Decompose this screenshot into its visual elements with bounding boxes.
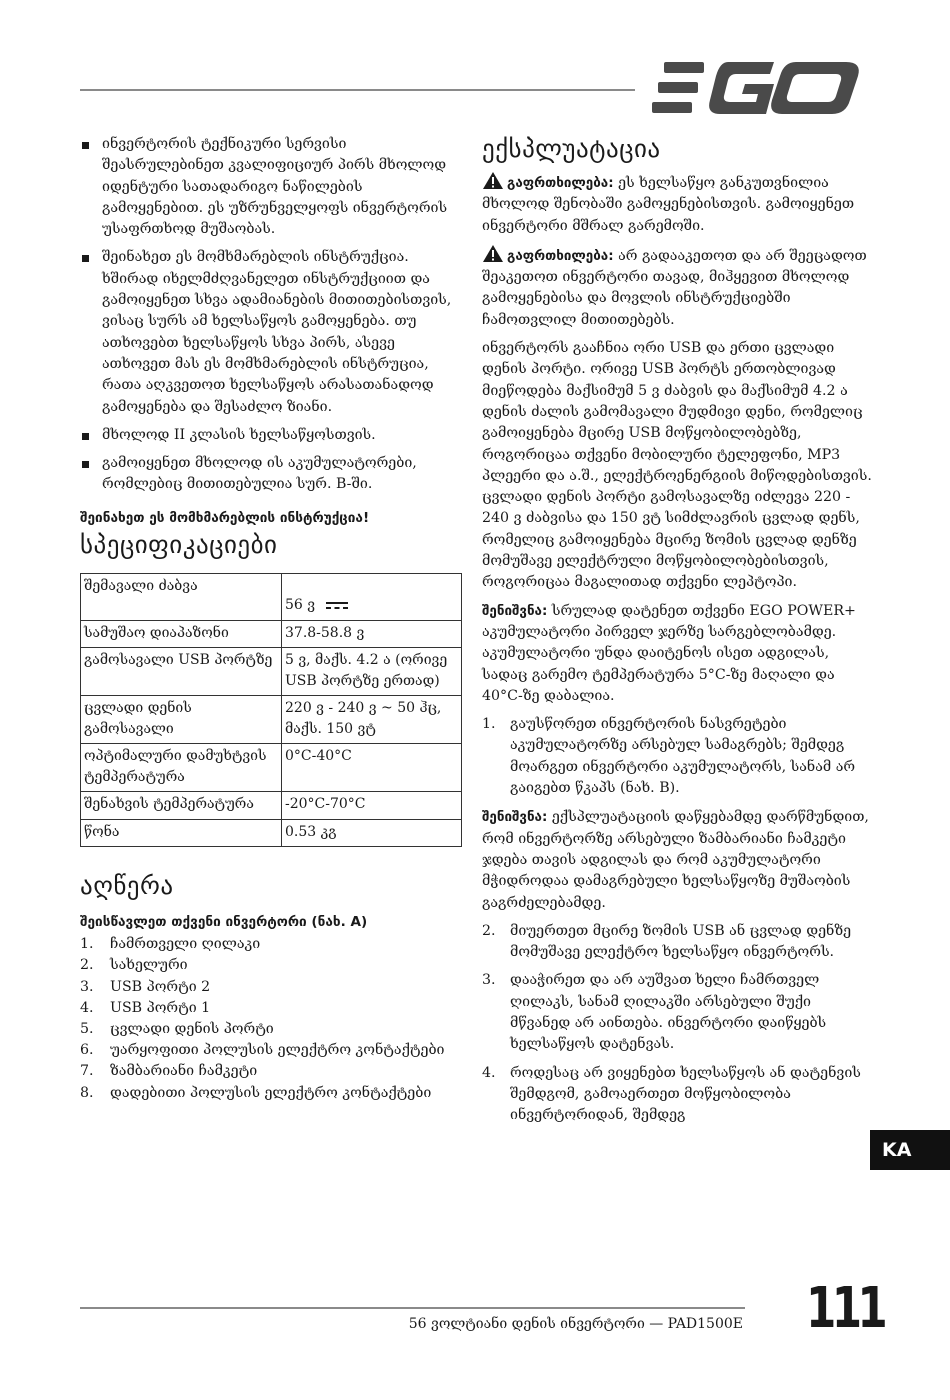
table-row [81,819,462,847]
spec-value: 5 ვ, მაქს. 4.2 ა (ორივე USB პორტზე ერთად) [282,648,462,696]
right-column [482,134,872,1134]
footer-rule [80,1307,745,1309]
description-heading: აღწერა [80,871,174,901]
warning-triangle-icon [482,244,504,263]
bullet-item: გამოიყენეთ მხოლოდ ის აკუმულატორები, რომლებიც მითითებულია სურ. B-ში. [80,453,462,496]
warning-triangle-icon [482,171,504,190]
warning-label: გაფრთხილება: [507,248,614,264]
table-row [81,620,462,648]
note-label: შენიშვნა: [482,603,548,619]
parts-list [80,934,462,1104]
table-row [81,696,462,744]
note-paragraph [482,601,872,707]
list-item: 3. USB პორტი 2 [80,978,211,995]
left-column [80,134,462,1104]
list-item: 3. დააჭირეთ და არ აუშვათ ხელი ჩამრთველ ღილაკს, სანამ ღილაკში არსებული შუქი მწვანედ არ აინთება. ინვერტორი დაიწყებს ხელსაწყოს დატენვას. [482,972,827,1053]
steps-list [482,921,872,1127]
bullet-item: მხოლოდ II კლასის ხელსაწყოსთვის. [80,425,462,446]
ports-paragraph: ინვერტორს გააჩნია ორი USB და ერთი ცვლადი დენის პორტი. ორივე USB პორტს ერთობლივად მიეწოდება მაქსიმუმ 5 ვ ძაბვის და მაქსიმუმ 4.2 ა დენის ძალის გამომავალი მუდმივი დენი, რომელიც გამოიყენება მცირე USB მოწყობილობებზე, როგორიცაა თქვენი მობილური ტელეფონი, MP3 პლეერი და ა.შ., ელექტროენერგიის მიწოდებისთვის. ცვლადი დენის პორტი გამოსავალზე იძლევა 220 - 240 ვ ძაბვისა და 150 ვტ სიმძლავრის ცვლად დენს, რომელიც გამოიყენება მცირე ზომის ცვლად დენზე მომუშავე ელექტრული მოწყობილობებისთვის, როგორიცაა მაგალითად თქვენი ლეპტოპი. [482,340,872,591]
table-row [81,648,462,696]
warning-text: ეს ხელსაწყო განკუთვნილია მხოლოდ შენობაში გამოყენებისთვის. გამოიყენეთ ინვერტორი მშრალ გარემოში. [482,175,855,234]
warning-paragraph [482,244,872,331]
list-item: 4. USB პორტი 1 [80,999,211,1016]
warning-text: არ გადააკეთოთ და არ შეეცადოთ შეაკეთოთ ინვერტორი თავად, მიჰყევით მხოლოდ გამოყენებისა და მოვლის ინსტრუქციებში ჩამოთვლილ მითითებებს. [482,247,867,328]
safety-bullets [80,134,462,496]
bullet-item: ინვერტორის ტექნიკური სერვისი შეასრულებინეთ კვალიფიციურ პირს მხოლოდ იდენტური სათადარიგო ნაწილების გამოყენებით. ეს უზრუნველყოფს ინვერტორის უსაფრთხოდ მუშაობას. [80,134,462,240]
spec-value: 0°C-40°C [282,744,462,792]
table-row [81,744,462,792]
list-item: 5. ცვლადი დენის პორტი [80,1021,274,1038]
steps-list [482,714,872,799]
warning-paragraph [482,171,872,237]
ego-logo [650,62,862,114]
description-subheading: შეისწავლეთ თქვენი ინვერტორი (ნახ. A) [80,914,368,931]
specs-table [80,573,462,848]
bullet-item: შეინახეთ ეს მომხმარებლის ინსტრუქცია. ხშირად იხელმძღვანელეთ ინსტრუქციით და გამოიყენეთ სხვა ადამიანების მითითებისთვის, ვისაც სურს ამ ხელსაწყოს გამოყენება. თუ ათხოვებთ ხელსაწყოს სხვა პირს, ასევე ათხოვეთ მას ეს მომხმარებლის ინსტრუცია, რათა აღკვეთოთ ხელსაწყოს არასათანადოდ გამოყენება და შესაძლო ზიანი. [80,247,462,417]
footer-title: 56 ვოლტიანი დენის ინვერტორი — PAD1500E [408,1316,743,1332]
spec-value: 220 ვ - 240 ვ ~ 50 ჰც, მაქს. 150 ვტ [282,696,462,744]
operation-heading: ექსპლუატაცია [482,134,661,163]
spec-value [282,573,462,620]
spec-value-text: 56 ვ [285,597,316,614]
list-item: 1. ჩამრთველი ღილაკი [80,936,261,953]
header-rule [80,89,635,91]
spec-value: 37.8-58.8 ვ [282,620,462,648]
spec-key: წონა [81,819,282,847]
note-text: სრულად დატენეთ თქვენი EGO POWER+ აკუმულატორი პირველ ჯერზე სარგებლობამდე. აკუმულატორი უნდა დაიტენოს ისეთ ადგილას, სადაც გარემო ტემპერატურა 5°C-ზე მაღალი და 40°C-ზე დაბალია. [482,602,856,704]
dc-symbol-icon [326,601,348,610]
note-text: ექსპლუატაციის დაწყებამდე დარწმუნდით, რომ ინვერტორზე არსებული ზამბარიანი ჩამკეტი ჯდება თავის ადგილას და რომ აკუმულატორი მჭიდროდაა დამაგრებული ხელსაწყოზე მუშაობის გაგრძელებამდე. [482,809,869,911]
table-row [81,573,462,620]
list-item: 1. გაუსწორეთ ინვერტორის ნასვრეტები აკუმულატორზე არსებულ სამაგრებს; შემდეგ მოარგეთ ინვერტორი აკუმულატორს, სანამ არ გაიგებთ წკაპს (ნახ. B). [482,716,856,797]
list-item: 8. დადებითი პოლუსის ელექტრო კონტაქტები [80,1084,432,1101]
note-paragraph [482,807,872,913]
save-instructions-note: შეინახეთ ეს მომხმარებლის ინსტრუქცია! [80,509,370,526]
spec-value: -20°C-70°C [282,792,462,820]
language-tab: KA [870,1130,950,1170]
spec-key: ცვლადი დენის გამოსავალი [81,696,282,744]
table-row [81,792,462,820]
spec-key: შენახვის ტემპერატურა [81,792,282,820]
list-item: 6. უარყოფითი პოლუსის ელექტრო კონტაქტები [80,1042,445,1059]
spec-key: ოპტიმალური დამუხტვის ტემპერატურა [81,744,282,792]
page-number: 111 [806,1276,884,1341]
spec-value: 0.53 კგ [282,819,462,847]
note-label: შენიშვნა: [482,810,548,826]
list-item: 4. როდესაც არ ვიყენებთ ხელსაწყოს ან დატენვის შემდგომ, გამოაერთეთ მოწყობილობა ინვერტორიდან, შემდეგ [482,1064,861,1124]
list-item: 2. მიუერთეთ მცირე ზომის USB ან ცვლად დენზე მომუშავე ელექტრო ხელსაწყო ინვერტორს. [482,922,852,961]
spec-key: შემავალი ძაბვა [81,573,282,620]
warning-label: გაფრთხილება: [507,176,614,191]
list-item: 7. ზამბარიანი ჩამკეტი [80,1063,258,1080]
specs-heading: სპეციფიკაციები [80,529,278,559]
spec-key: სამუშაო დიაპაზონი [81,620,282,648]
list-item: 2. სახელური [80,957,188,974]
spec-key: გამოსავალი USB პორტზე [81,648,282,696]
